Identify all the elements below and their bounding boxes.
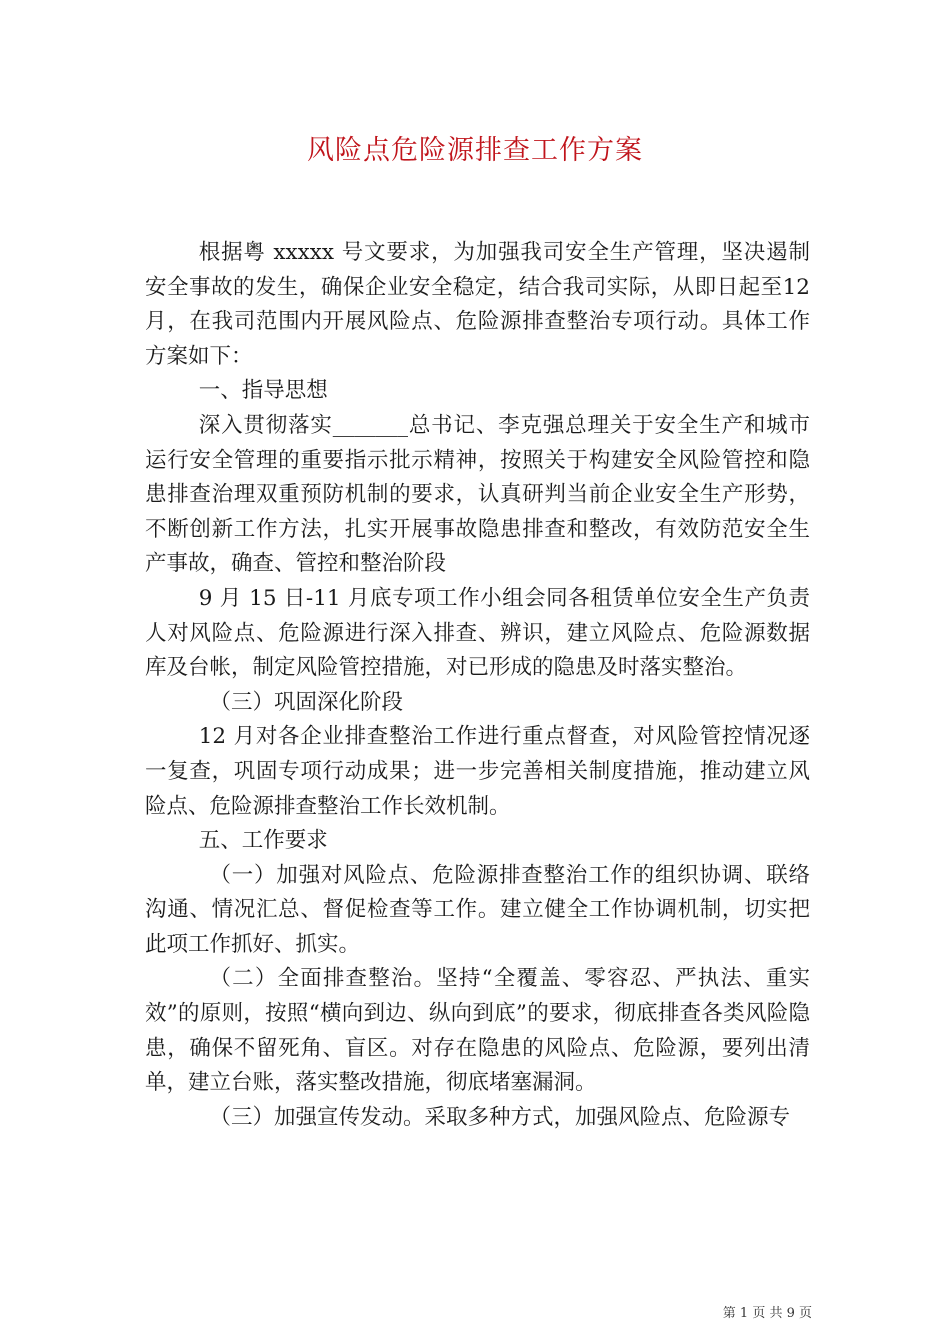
heading-work-requirements: 五、工作要求 <box>198 828 328 854</box>
paragraph-guiding-thought: 深入贯彻落实_______总书记、李克强总理关于安全生产和城市运行安全管理的重要指示批示精神，按照关于构建安全风险管控和隐患排查治理双重预防机制的要求，认真研判当前企业安全生产形势，不断创新工作方法，扎实开展事故隐患排查和整改，有效防范安全生产事故，确查、管控和整治阶段 <box>145 412 810 577</box>
paragraph-consolidation: 12 月对各企业排查整治工作进行重点督查，对风险管控情况逐一复查，巩固专项行动成果；进一步完善相关制度措施，推动建立风险点、危险源排查整治工作长效机制。 <box>145 724 810 819</box>
paragraph-intro: 根据粤 xxxxx 号文要求，为加强我司安全生产管理，坚决遏制安全事故的发生，确保企业安全稳定，结合我司实际，从即日起至12月，在我司范围内开展风险点、危险源排查整治专项行动。具体工作方案如下： <box>145 240 810 369</box>
paragraph-requirement-2: （二）全面排查整治。坚持“全覆盖、零容忍、严执法、重实效”的原则，按照“横向到边、纵向到底”的要求，彻底排查各类风险隐患，确保不留死角、盲区。对存在隐患的风险点、危险源，要列出清单，建立台账，落实整改措施，彻底堵塞漏洞。 <box>145 966 810 1096</box>
document-title: 风险点危险源排查工作方案 <box>307 135 643 166</box>
paragraph-requirement-1: （一）加强对风险点、危险源排查整治工作的组织协调、联络沟通、情况汇总、督促检查等工作。建立健全工作协调机制，切实把此项工作抓好、抓实。 <box>145 862 810 957</box>
document-body <box>145 236 810 1135</box>
paragraph-requirement-3: （三）加强宣传发动。采取多种方式，加强风险点、危险源专 <box>209 1104 791 1130</box>
page-number: 第 1 页 共 9 页 <box>722 1306 812 1321</box>
heading-guiding-thought: 一、指导思想 <box>198 378 328 404</box>
heading-consolidation: （三）巩固深化阶段 <box>209 689 404 715</box>
paragraph-schedule: 9 月 15 日-11 月底专项工作小组会同各租赁单位安全生产负责人对风险点、危险源进行深入排查、辨识，建立风险点、危险源数据库及台帐，制定风险管控措施，对已形成的隐患及时落实整治。 <box>145 585 810 681</box>
